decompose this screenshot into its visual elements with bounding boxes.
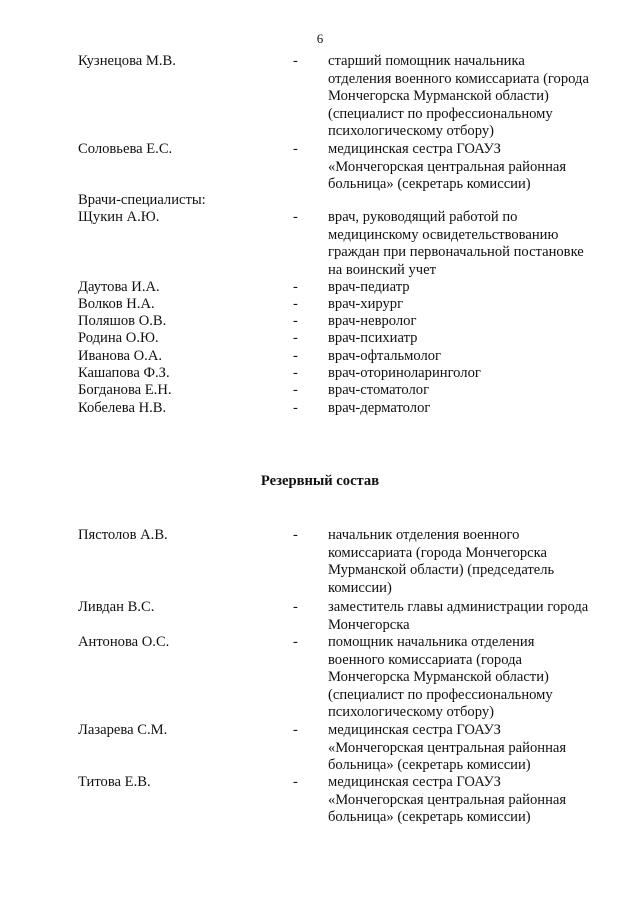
member-role: врач-хирург xyxy=(328,296,404,312)
member-role: врач-дерматолог xyxy=(328,400,431,416)
main-entry xyxy=(0,53,640,141)
specialist-entry xyxy=(0,400,640,418)
reserve-entry xyxy=(0,599,640,634)
member-name: Иванова О.А. xyxy=(78,348,163,364)
dash: - xyxy=(293,722,298,738)
member-name: Щукин А.Ю. xyxy=(78,209,160,225)
member-role: начальник отделения военного комиссариата (города Мончегорска Мурманской области) (председатель комиссии) xyxy=(328,527,555,596)
page-number: 6 xyxy=(316,31,324,46)
specialists-label-row xyxy=(0,192,640,210)
member-name: Соловьева Е.С. xyxy=(78,141,173,157)
reserve-entry xyxy=(0,634,640,722)
dash: - xyxy=(293,313,298,329)
member-name: Пястолов А.В. xyxy=(78,527,168,543)
member-role: врач-офтальмолог xyxy=(328,348,442,364)
dash: - xyxy=(293,365,298,381)
member-role: медицинская сестра ГОАУЗ «Мончегорская центральная районная больница» (секретарь комиссии) xyxy=(328,774,567,825)
specialist-entry xyxy=(0,348,640,366)
dash: - xyxy=(293,599,298,615)
member-name: Ливдан В.С. xyxy=(78,599,155,615)
member-role: помощник начальника отделения военного комиссариата (города Мончегорска Мурманской области) (специалист по профессиональному психологическому отбору) xyxy=(328,634,553,720)
member-name: Лазарева С.М. xyxy=(78,722,168,738)
member-name: Поляшов О.В. xyxy=(78,313,167,329)
dash: - xyxy=(293,53,298,69)
member-role: медицинская сестра ГОАУЗ «Мончегорская центральная районная больница» (секретарь комиссии) xyxy=(328,722,567,773)
main-entry xyxy=(0,141,640,194)
member-name: Волков Н.А. xyxy=(78,296,155,312)
member-role: старший помощник начальника отделения военного комиссариата (города Мончегорска Мурманской области) (специалист по профессиональному психологическому отбору) xyxy=(328,53,589,139)
specialist-entry xyxy=(0,313,640,331)
dash: - xyxy=(293,279,298,295)
specialist-entry xyxy=(0,209,640,279)
specialist-entry xyxy=(0,382,640,400)
member-name: Кузнецова М.В. xyxy=(78,53,176,69)
dash: - xyxy=(293,527,298,543)
reserve-heading: Резервный состав xyxy=(260,473,380,489)
reserve-entry xyxy=(0,774,640,827)
member-name: Кобелева Н.В. xyxy=(78,400,167,416)
dash: - xyxy=(293,400,298,416)
member-role: врач-психиатр xyxy=(328,330,418,346)
member-role: врач-оториноларинголог xyxy=(328,365,481,381)
dash: - xyxy=(293,634,298,650)
specialist-entry xyxy=(0,296,640,314)
member-role: врач, руководящий работой по медицинскому освидетельствованию граждан при первоначальной постановке на воинский учет xyxy=(328,209,584,278)
member-name: Даутова И.А. xyxy=(78,279,160,295)
member-name: Кашапова Ф.З. xyxy=(78,365,170,381)
member-name: Родина О.Ю. xyxy=(78,330,159,346)
dash: - xyxy=(293,774,298,790)
dash: - xyxy=(293,330,298,346)
member-role: заместитель главы администрации города Мончегорска xyxy=(328,599,589,633)
member-role: врач-стоматолог xyxy=(328,382,430,398)
reserve-entry xyxy=(0,722,640,775)
specialists-label: Врачи-специалисты: xyxy=(78,192,206,208)
specialist-entry xyxy=(0,365,640,383)
member-name: Антонова О.С. xyxy=(78,634,170,650)
dash: - xyxy=(293,296,298,312)
dash: - xyxy=(293,209,298,225)
specialist-entry xyxy=(0,279,640,297)
dash: - xyxy=(293,382,298,398)
member-role: врач-педиатр xyxy=(328,279,410,295)
dash: - xyxy=(293,348,298,364)
member-role: медицинская сестра ГОАУЗ «Мончегорская центральная районная больница» (секретарь комиссии) xyxy=(328,141,567,192)
specialist-entry xyxy=(0,330,640,348)
member-role: врач-невролог xyxy=(328,313,417,329)
member-name: Титова Е.В. xyxy=(78,774,151,790)
reserve-entry xyxy=(0,527,640,597)
dash: - xyxy=(293,141,298,157)
member-name: Богданова Е.Н. xyxy=(78,382,172,398)
